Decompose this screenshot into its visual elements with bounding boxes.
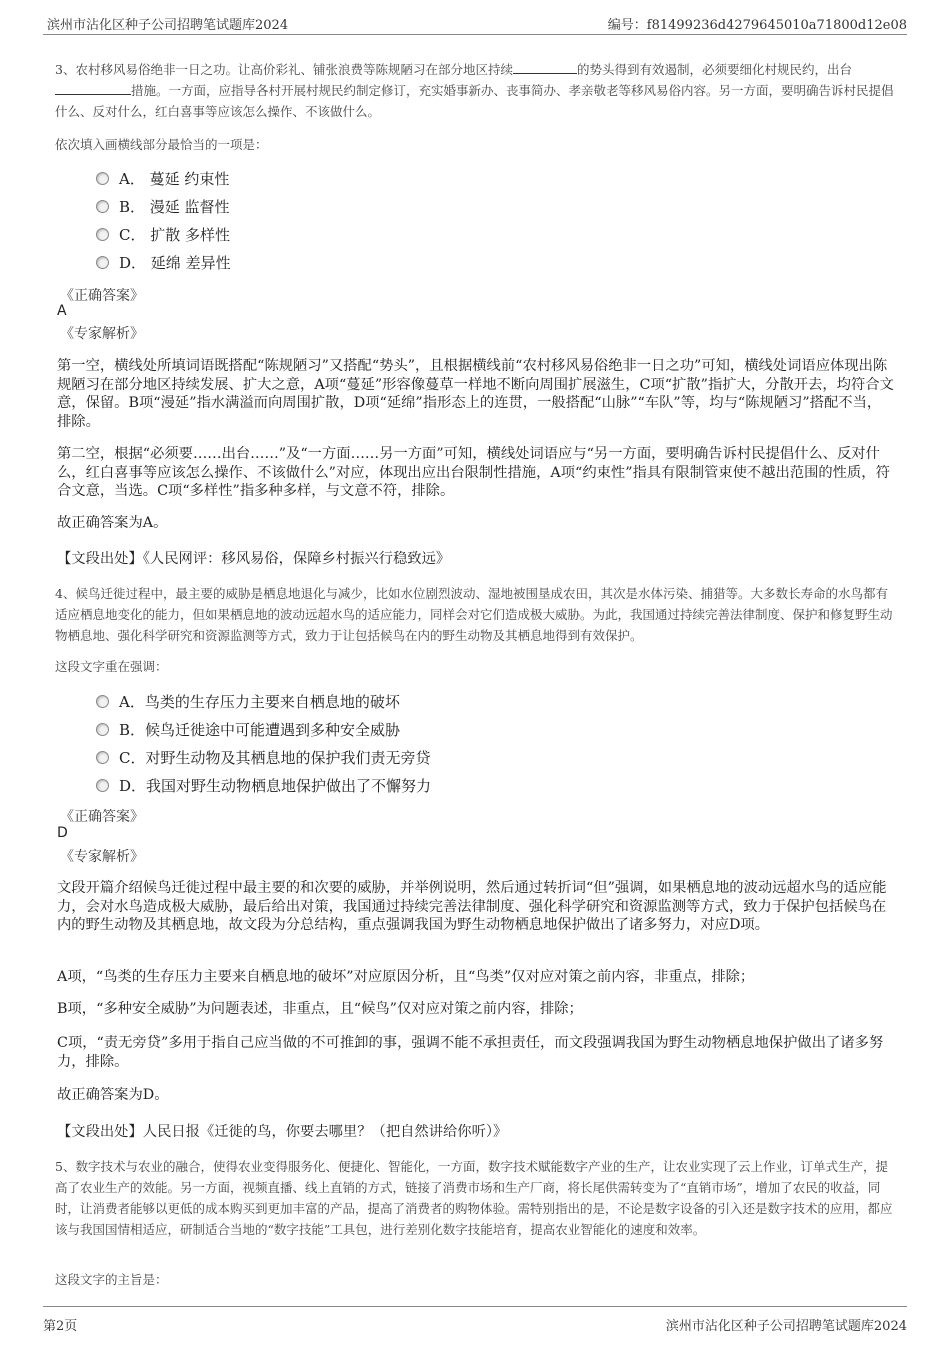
footer-title: 滨州市沾化区种子公司招聘笔试题库2024 [665, 1319, 907, 1334]
q3-source: 【文段出处】《人民网评：移风易俗，保障乡村振兴行稳致远》 [57, 551, 451, 567]
q4-option-a-label: A．鸟类的生存压力主要来自栖息地的破坏 [119, 693, 400, 711]
q3-option-a-label: A． 蔓延 约束性 [119, 170, 230, 188]
radio-icon[interactable] [96, 723, 109, 736]
q3-stem-part1: 3、农村移风易俗绝非一日之功。让高价彩礼、铺张浪费等陈规陋习在部分地区持续 [55, 62, 513, 77]
page-header [43, 8, 907, 35]
q3-analysis-label: 《专家解析》 [60, 326, 144, 342]
q3-analysis-conclusion: 故正确答案为A。 [57, 515, 168, 531]
q3-stem-part3: 措施。一方面，应指导各村开展村规民约制定修订，充实婚事新办、丧事简办、孝亲敬老等移风易俗内容。另一方面，要明确告诉村民提倡什么、反对什么，红白喜事等应该怎么操作、不该做什么。 [55, 83, 894, 119]
header-title: 滨州市沾化区种子公司招聘笔试题库2024 [47, 18, 289, 33]
q3-option-c[interactable] [96, 221, 231, 249]
q4-prompt: 这段文字重在强调： [55, 659, 168, 674]
q3-prompt: 依次填入画横线部分最恰当的一项是： [55, 137, 268, 152]
q4-answer-label: 《正确答案》 [60, 809, 144, 825]
q3-option-d[interactable] [96, 249, 231, 277]
q4-analysis-para-1: 文段开篇介绍候鸟迁徙过程中最主要的和次要的威胁，并举例说明，然后通过转折词“但”强调，如果栖息地的波动远超水鸟的适应能力，会对水鸟造成极大威胁，最后给出对策，我国通过持续完善法律制度、强化科学研究和资源监测等方式，致力于保护包括候鸟在内的野生动物及其栖息地，故文段为分总结构，重点强调我国为野生动物栖息地保护做出了诸多努力，对应D项。 [57, 880, 887, 933]
q3-blank-1 [513, 61, 577, 74]
header-serial: 编号：f81499236d4279645010a71800d12e08 [607, 18, 907, 33]
q4-analysis-para-b: B项，“多种安全威胁”为问题表述，非重点，且“候鸟”仅对应对策之前内容，排除； [57, 1001, 583, 1017]
radio-icon[interactable] [96, 200, 109, 213]
radio-icon[interactable] [96, 695, 109, 708]
q4-option-d-label: D．我国对野生动物栖息地保护做出了不懈努力 [119, 777, 432, 795]
q3-blank-2 [55, 82, 131, 95]
q3-option-a[interactable] [96, 165, 231, 193]
q5-stem: 5、数字技术与农业的融合，使得农业变得服务化、便捷化、智能化，一方面，数字技术赋能数字产业的生产，让农业实现了云上作业，订单式生产，提高了农业生产的效能。另一方面，视频直播、线上直销的方式，链接了消费市场和生产厂商，将长尾供需转变为了“直销市场”，增加了农民的收益，同时，让消费者能够以更低的成本购买到更加丰富的产品，提高了消费者的购物体验。需特别指出的是，不论是数字设备的引入还是数字技术的应用，都应该与我国国情相适应，研制适合当地的“数字技能”工具包，进行差别化数字技能培育，提高农业智能化的速度和效率。 [55, 1159, 893, 1237]
q3-analysis-para-1: 第一空，横线处所填词语既搭配“陈规陋习”又搭配“势头”，且根据横线前“农村移风易俗绝非一日之功”可知，横线处词语应体现出陈规陋习在部分地区持续发展、扩大之意，A项“蔓延”形容像蔓草一样地不断向周围扩展滋生，C项“扩散”指扩大，分散开去，均符合文意，保留。B项“漫延”指水满溢而向周围扩散，D项“延绵”指形态上的连贯，一般搭配“山脉”“车队”等，均与“陈规陋习”搭配不当，排除。 [57, 358, 894, 430]
q3-option-b-label: B． 漫延 监督性 [119, 198, 230, 216]
q3-option-b[interactable] [96, 193, 231, 221]
q3-options [96, 165, 231, 277]
q3-option-d-label: D． 延绵 差异性 [119, 254, 231, 272]
page-footer [43, 1306, 907, 1337]
radio-icon[interactable] [96, 172, 109, 185]
q4-option-b[interactable] [96, 716, 431, 744]
q3-option-c-label: C． 扩散 多样性 [119, 226, 231, 244]
q3-stem-part2: 的势头得到有效遏制，必须要细化村规民约，出台 [576, 62, 852, 77]
q4-option-a[interactable] [96, 688, 431, 716]
q4-option-d[interactable] [96, 772, 431, 800]
radio-icon[interactable] [96, 751, 109, 764]
q4-analysis-conclusion: 故正确答案为D。 [57, 1087, 169, 1103]
q3-analysis-para-2: 第二空，根据“必须要……出台……”及“一方面……另一方面”可知，横线处词语应与“另一方面，要明确告诉村民提倡什么、反对什么，红白喜事等应该怎么操作、不该做什么”对应，体现出应出台限制性措施，A项“约束性”指具有限制管束使不越出范围的性质，符合文意，当选。C项“多样性”指多种多样，与文意不符，排除。 [57, 446, 890, 499]
q4-analysis-label: 《专家解析》 [60, 849, 144, 865]
q5-prompt: 这段文字的主旨是： [55, 1272, 168, 1287]
q3-stem [55, 59, 897, 122]
q4-option-b-label: B．候鸟迁徙途中可能遭遇到多种安全威胁 [119, 721, 401, 739]
q4-option-c[interactable] [96, 744, 431, 772]
radio-icon[interactable] [96, 256, 109, 269]
q4-options [96, 688, 431, 800]
radio-icon[interactable] [96, 779, 109, 792]
footer-page-number: 第2页 [43, 1319, 78, 1334]
q4-answer: D [57, 825, 68, 841]
q3-answer-label: 《正确答案》 [60, 288, 144, 304]
q4-analysis-para-a: A项，“鸟类的生存压力主要来自栖息地的破坏”对应原因分析，且“鸟类”仅对应对策之前内容，非重点，排除； [57, 969, 755, 985]
radio-icon[interactable] [96, 228, 109, 241]
q4-analysis-para-c: C项，“责无旁贷”多用于指自己应当做的不可推卸的事，强调不能不承担责任，而文段强调我国为野生动物栖息地保护做出了诸多努力，排除。 [57, 1035, 884, 1070]
q4-option-c-label: C．对野生动物及其栖息地的保护我们责无旁贷 [119, 749, 431, 767]
q4-stem: 4、候鸟迁徙过程中，最主要的威胁是栖息地退化与减少，比如水位剧烈波动、湿地被围垦成农田，其次是水体污染、捕猎等。大多数长寿命的水鸟都有适应栖息地变化的能力，但如果栖息地的波动远超水鸟的适应能力，同样会对它们造成极大威胁。为此，我国通过持续完善法律制度、保护和修复野生动物栖息地、强化科学研究和资源监测等方式，致力于让包括候鸟在内的野生动物及其栖息地得到有效保护。 [55, 586, 893, 643]
q3-answer: A [57, 303, 67, 319]
q4-source: 【文段出处】人民日报《迁徙的鸟，你要去哪里？（把自然讲给你听）》 [57, 1124, 508, 1140]
